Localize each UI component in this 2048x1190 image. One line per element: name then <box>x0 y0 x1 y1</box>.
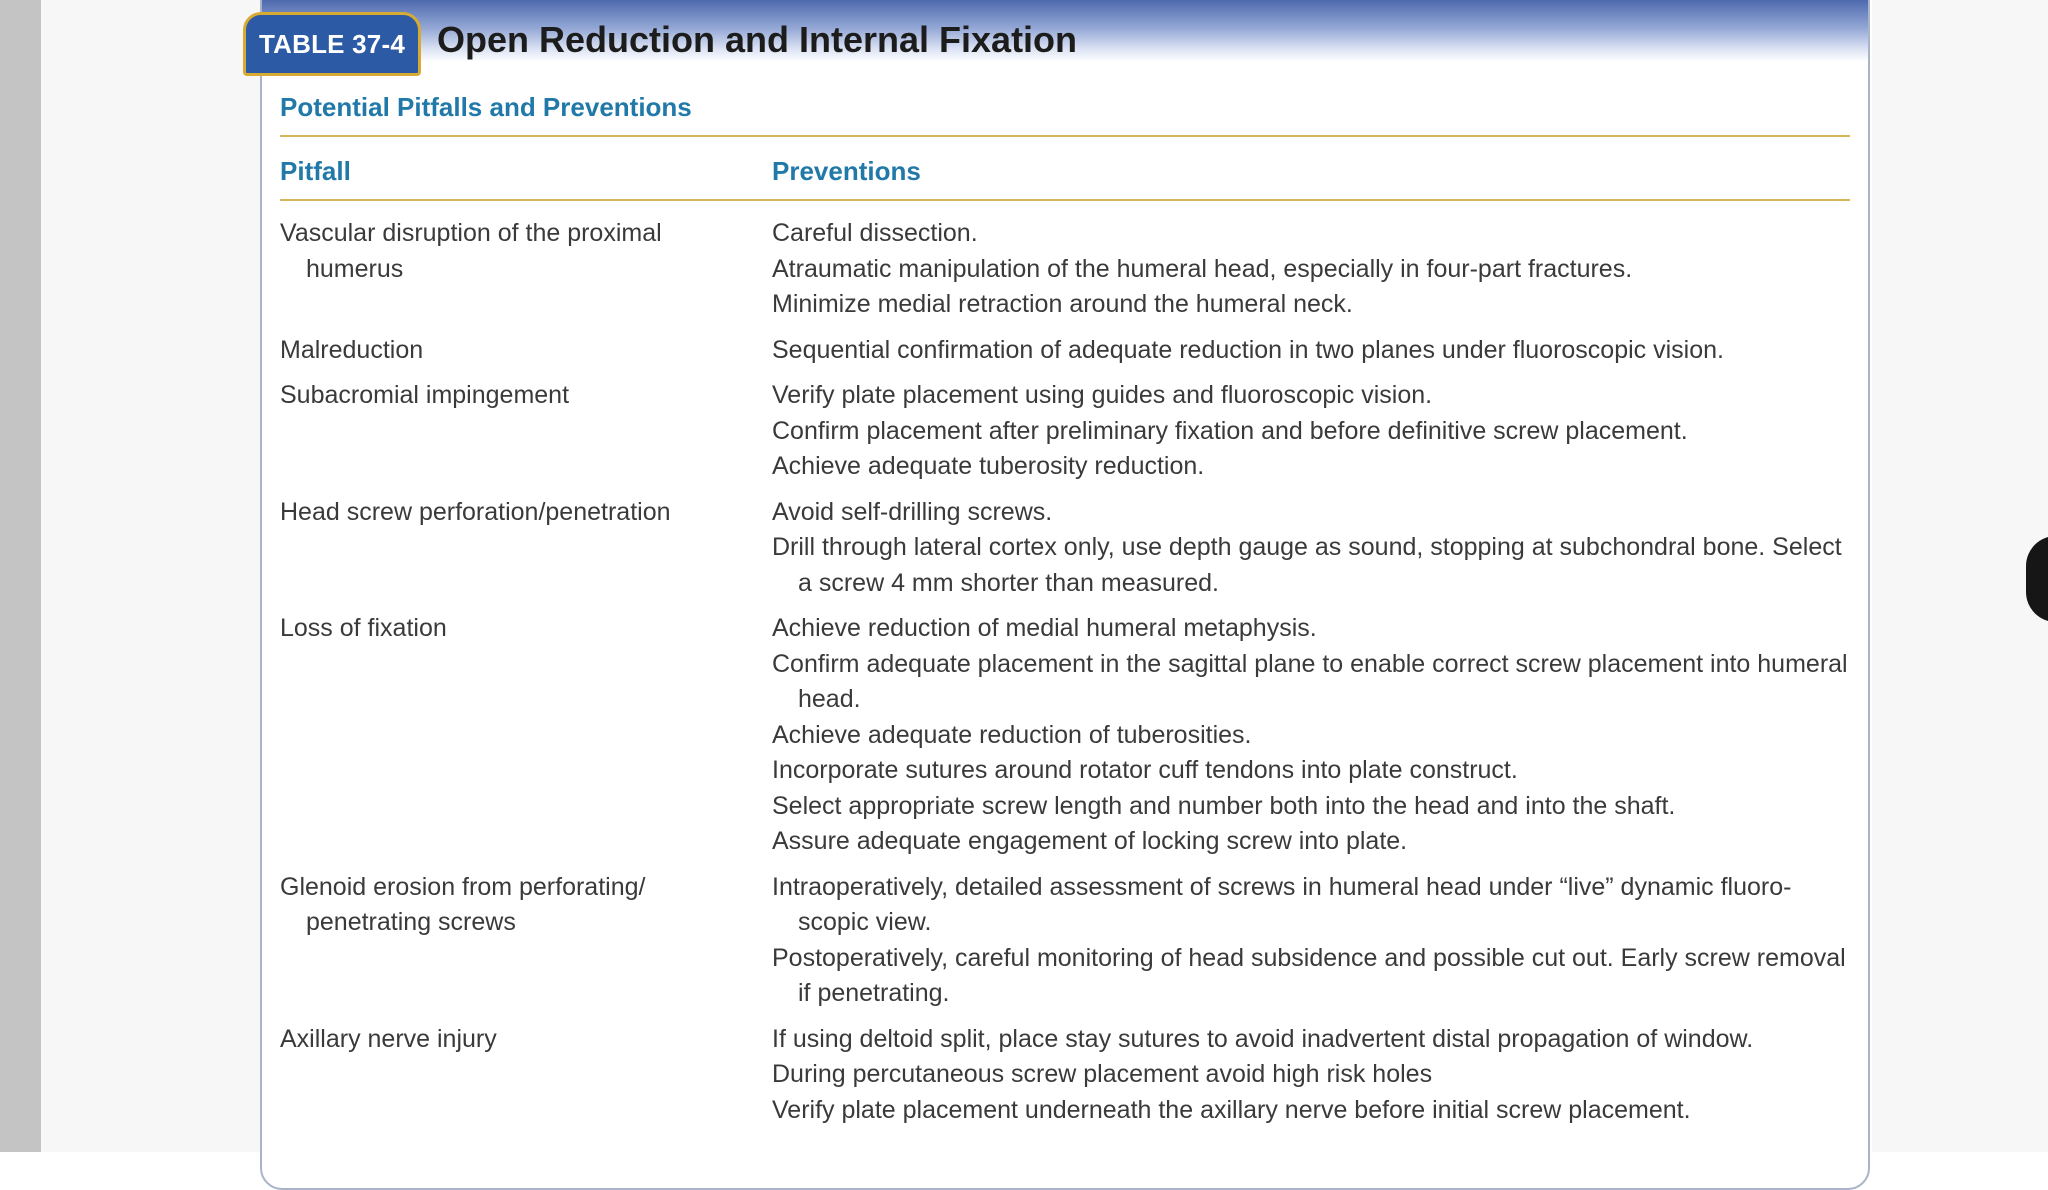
pitfall-cell: Glenoid erosion from perforating/ penetrating screws <box>280 872 646 936</box>
prevention-item: Achieve adequate tuberosity reduction. <box>772 452 1205 480</box>
prevention-item: Confirm adequate placement in the sagittal plane to enable correct screw placement into humeral head. <box>772 649 1848 713</box>
table-row <box>280 333 1850 369</box>
preventions-cell <box>772 870 1850 1012</box>
column-header-preventions: Preventions <box>772 156 921 186</box>
preventions-cell <box>772 333 1850 369</box>
pitfall-cell: Loss of fixation <box>280 614 447 642</box>
preventions-cell <box>772 1022 1850 1129</box>
table-subtitle: Potential Pitfalls and Preventions <box>280 92 692 122</box>
table-row <box>280 495 1850 602</box>
prevention-item: Sequential confirmation of adequate reduction in two planes under fluoroscopic vision. <box>772 335 1724 364</box>
preventions-cell <box>772 495 1850 602</box>
preventions-cell <box>772 378 1850 485</box>
prevention-item: Select appropriate screw length and number both into the head and into the shaft. <box>772 791 1676 820</box>
prevention-item: Assure adequate engagement of locking screw into plate. <box>772 827 1408 855</box>
table-number-tag: TABLE 37-4 <box>243 12 421 76</box>
prevention-item: Careful dissection. <box>772 219 978 247</box>
table-row <box>280 216 1850 323</box>
table-row <box>280 870 1850 1012</box>
viewer-left-margin <box>41 0 261 1152</box>
prevention-item: If using deltoid split, place stay sutures to avoid inadvertent distal propagation of window. <box>772 1024 1754 1053</box>
prevention-item: Achieve adequate reduction of tuberosities. <box>772 720 1252 749</box>
table-row <box>280 611 1850 860</box>
prevention-item: Verify plate placement using guides and fluoroscopic vision. <box>772 381 1433 409</box>
prevention-item: Drill through lateral cortex only, use depth gauge as sound, stopping at subchondral bone. Select a screw 4 mm shorter than measured. <box>772 533 1842 597</box>
pitfall-cell: Subacromial impingement <box>280 381 570 409</box>
prevention-item: Minimize medial retraction around the humeral neck. <box>772 290 1353 318</box>
table-body <box>280 216 1850 1138</box>
table-title: Open Reduction and Internal Fixation <box>437 19 1078 60</box>
header-rule-top <box>280 135 1850 137</box>
prevention-item: Achieve reduction of medial humeral metaphysis. <box>772 614 1317 642</box>
prevention-item: During percutaneous screw placement avoid high risk holes <box>772 1060 1433 1088</box>
viewer-right-margin <box>1872 0 2048 1152</box>
pitfall-cell: Vascular disruption of the proximal humerus <box>280 219 662 283</box>
viewer-left-bar <box>0 0 41 1152</box>
prevention-item: Confirm placement after preliminary fixation and before definitive screw placement. <box>772 416 1688 445</box>
prevention-item: Avoid self-drilling screws. <box>772 497 1053 526</box>
pitfall-cell: Axillary nerve injury <box>280 1024 497 1053</box>
header-rule-bottom <box>280 199 1850 201</box>
pitfall-cell: Malreduction <box>280 335 424 364</box>
table-row <box>280 378 1850 485</box>
preventions-cell <box>772 611 1850 860</box>
prevention-item: Incorporate sutures around rotator cuff tendons into plate construct. <box>772 756 1518 784</box>
pitfall-cell: Head screw perforation/penetration <box>280 497 671 526</box>
prevention-item: Atraumatic manipulation of the humeral head, especially in four-part fractures. <box>772 254 1633 283</box>
table-row <box>280 1022 1850 1129</box>
prevention-item: Postoperatively, careful monitoring of head subsidence and possible cut out. Early screw removal if penetrating. <box>772 943 1846 1007</box>
prevention-item: Verify plate placement underneath the axillary nerve before initial screw placement. <box>772 1095 1691 1124</box>
column-header-pitfall: Pitfall <box>280 156 351 186</box>
prevention-item: Intraoperatively, detailed assessment of screws in humeral head under “live” dynamic fluoro-scopic view. <box>772 872 1792 936</box>
preventions-cell <box>772 216 1850 323</box>
